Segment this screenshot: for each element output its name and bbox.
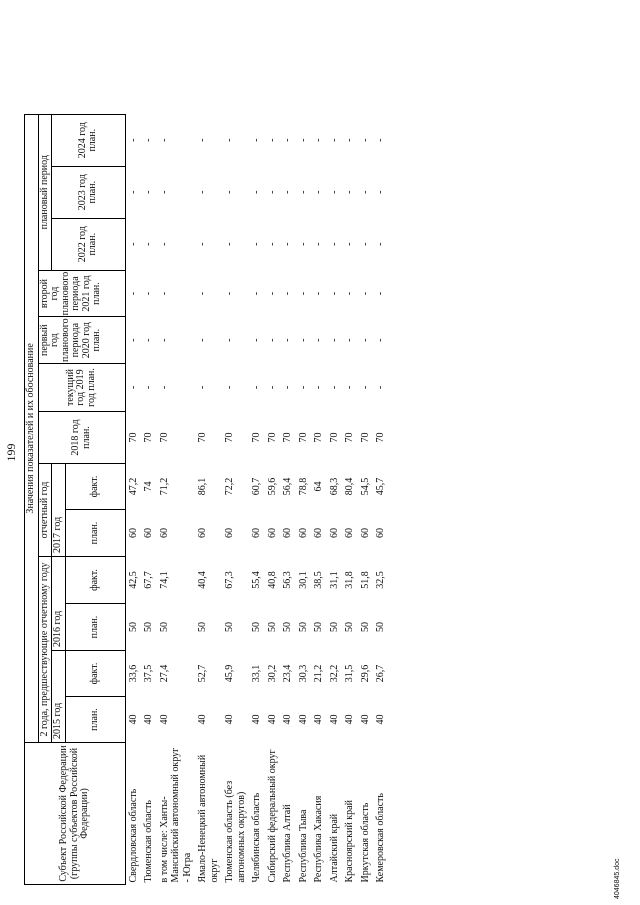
- region-name: Кемеровская область: [375, 793, 386, 883]
- region-name: Челябинская область: [251, 792, 262, 883]
- value-cell: -: [297, 291, 309, 296]
- header-2016: 2016 год: [52, 557, 66, 651]
- value-cell: 80,4: [344, 477, 355, 496]
- value-cell: 52,7: [197, 664, 208, 683]
- region-name: Тюменская область: [143, 800, 154, 883]
- value-cell: 70: [251, 432, 262, 443]
- value-cell: 55,4: [251, 571, 262, 589]
- value-cell: 70: [313, 432, 324, 443]
- value-cell: -: [297, 138, 309, 142]
- region-name: в том числе: Ханты-Мансийский автономный округ - Югра: [158, 747, 193, 883]
- value-cell: 74,1: [158, 571, 170, 589]
- value-cell: 50: [313, 622, 324, 632]
- region-name: Республика Хакасия: [313, 795, 324, 883]
- value-cell: 26,7: [375, 664, 386, 683]
- value-cell: 50: [158, 622, 170, 632]
- value-cell: 70: [375, 432, 386, 443]
- value-cell: 59,6: [266, 477, 278, 496]
- value-cell: 33,1: [251, 664, 262, 683]
- value-cell: -: [313, 242, 324, 246]
- value-cell: -: [224, 291, 235, 296]
- value-cell: -: [359, 291, 371, 296]
- value-cell: -: [251, 242, 262, 246]
- region-name: Тюменская область (без автономных округов): [224, 780, 247, 883]
- value-cell: 29,6: [359, 664, 371, 683]
- value-cell: -: [197, 138, 208, 142]
- value-cell: -: [375, 291, 386, 296]
- value-cell: -: [224, 242, 235, 246]
- value-cell: 45,9: [224, 664, 235, 683]
- value-cell: 60: [297, 528, 309, 538]
- value-cell: -: [297, 190, 309, 194]
- value-cell: 70: [127, 432, 139, 443]
- value-cell: 31,5: [344, 664, 355, 683]
- value-cell: 50: [282, 622, 293, 632]
- value-cell: 60: [224, 528, 235, 538]
- value-cell: -: [251, 338, 262, 342]
- value-cell: 60,7: [251, 477, 262, 496]
- value-cell: 50: [375, 622, 386, 632]
- value-cell: 50: [143, 622, 154, 632]
- header-fact: факт.: [65, 651, 125, 697]
- value-cell: -: [328, 242, 340, 246]
- value-cell: 40: [224, 714, 235, 725]
- value-cell: 70: [158, 432, 170, 443]
- value-cell: -: [251, 385, 262, 390]
- value-cell: 51,8: [359, 571, 371, 589]
- value-cell: -: [266, 138, 278, 142]
- value-cell: -: [251, 138, 262, 142]
- header-2018: 2018 год план.: [38, 412, 125, 464]
- value-cell: 40: [297, 714, 309, 725]
- header-current-year: текущий год 2019 год план.: [38, 364, 125, 412]
- value-cell: 40: [313, 714, 324, 725]
- value-cell: -: [313, 190, 324, 194]
- value-cell: -: [224, 338, 235, 342]
- table-row: [358, 114, 374, 884]
- value-cell: 70: [328, 432, 340, 443]
- value-cell: -: [282, 291, 293, 296]
- value-cell: -: [127, 242, 139, 246]
- value-cell: 64: [313, 481, 324, 492]
- value-cell: -: [266, 338, 278, 342]
- value-cell: 40: [328, 714, 340, 725]
- table-row: [157, 114, 196, 884]
- table-row: [222, 114, 249, 884]
- value-cell: 60: [313, 528, 324, 538]
- value-cell: -: [297, 242, 309, 246]
- value-cell: -: [266, 385, 278, 390]
- value-cell: 70: [266, 432, 278, 443]
- value-cell: 60: [251, 528, 262, 538]
- value-cell: -: [143, 338, 154, 342]
- value-cell: 31,8: [344, 571, 355, 589]
- table-row: [296, 114, 312, 884]
- value-cell: 54,5: [359, 477, 371, 496]
- value-cell: -: [282, 242, 293, 246]
- value-cell: -: [375, 190, 386, 194]
- value-cell: -: [282, 190, 293, 194]
- value-cell: 40,8: [266, 571, 278, 589]
- value-cell: -: [344, 190, 355, 194]
- value-cell: 60: [143, 528, 154, 538]
- value-cell: 40: [266, 714, 278, 725]
- table-row: [280, 114, 296, 884]
- header-plan: план.: [65, 604, 125, 651]
- table-row: [125, 114, 141, 884]
- region-name: Республика Тыва: [297, 809, 309, 883]
- value-cell: -: [266, 190, 278, 194]
- value-cell: 40: [251, 714, 262, 725]
- value-cell: -: [158, 338, 170, 342]
- value-cell: 50: [224, 622, 235, 632]
- value-cell: -: [328, 385, 340, 390]
- value-cell: 38,5: [313, 571, 324, 589]
- value-cell: 70: [143, 432, 154, 443]
- value-cell: 50: [266, 622, 278, 632]
- value-cell: 23,4: [282, 664, 293, 683]
- value-cell: 47,2: [127, 477, 139, 496]
- value-cell: -: [251, 291, 262, 296]
- header-2017: 2017 год: [52, 464, 66, 557]
- header-plan-period: плановый период: [38, 114, 52, 270]
- table-row: [327, 114, 343, 884]
- value-cell: 40: [158, 714, 170, 725]
- value-cell: -: [375, 242, 386, 246]
- table-row: [141, 114, 157, 884]
- value-cell: 40: [143, 714, 154, 725]
- value-cell: 72,2: [224, 477, 235, 496]
- value-cell: -: [158, 190, 170, 194]
- value-cell: -: [143, 138, 154, 142]
- region-name: Алтайский край: [328, 813, 340, 883]
- value-cell: -: [344, 138, 355, 142]
- header-values-title: Значения показателей и их обоснование: [25, 114, 39, 742]
- value-cell: -: [375, 385, 386, 390]
- table-row: [265, 114, 281, 884]
- value-cell: -: [224, 385, 235, 390]
- value-cell: 74: [143, 481, 154, 492]
- value-cell: -: [197, 385, 208, 390]
- table-row: [342, 114, 358, 884]
- value-cell: 21,2: [313, 664, 324, 683]
- value-cell: 50: [127, 622, 139, 632]
- header-fact: факт.: [65, 464, 125, 510]
- value-cell: 30,3: [297, 664, 309, 683]
- value-cell: -: [359, 385, 371, 390]
- table-row: [373, 114, 389, 884]
- value-cell: 60: [375, 528, 386, 538]
- region-name: Красноярский край: [344, 800, 355, 883]
- value-cell: 60: [266, 528, 278, 538]
- value-cell: 86,1: [197, 477, 208, 496]
- value-cell: 50: [197, 622, 208, 632]
- value-cell: 27,4: [158, 664, 170, 683]
- region-name: Свердловская область: [127, 788, 139, 883]
- value-cell: 30,1: [297, 571, 309, 589]
- header-2023: 2023 год план.: [52, 166, 126, 218]
- value-cell: -: [359, 138, 371, 142]
- page-number: 199: [4, 443, 18, 462]
- value-cell: 60: [197, 528, 208, 538]
- value-cell: -: [158, 242, 170, 246]
- value-cell: -: [359, 190, 371, 194]
- value-cell: -: [328, 291, 340, 296]
- value-cell: 31,1: [328, 571, 340, 589]
- value-cell: 45,7: [375, 477, 386, 496]
- value-cell: 60: [282, 528, 293, 538]
- header-two-years: 2 года, предшествующие отчетному году: [38, 557, 52, 743]
- value-cell: -: [266, 242, 278, 246]
- value-cell: -: [197, 242, 208, 246]
- value-cell: 50: [251, 622, 262, 632]
- header-fact: факт.: [65, 557, 125, 604]
- table-body: [125, 114, 389, 884]
- value-cell: 70: [197, 432, 208, 443]
- value-cell: -: [313, 338, 324, 342]
- value-cell: 40: [282, 714, 293, 725]
- value-cell: 30,2: [266, 664, 278, 683]
- value-cell: 71,2: [158, 477, 170, 496]
- value-cell: 50: [344, 622, 355, 632]
- value-cell: -: [143, 385, 154, 390]
- value-cell: 67,7: [143, 571, 154, 589]
- value-cell: 60: [328, 528, 340, 538]
- table-row: [195, 114, 222, 884]
- value-cell: -: [251, 190, 262, 194]
- value-cell: -: [224, 190, 235, 194]
- value-cell: -: [297, 385, 309, 390]
- value-cell: -: [127, 338, 139, 342]
- header-2022: 2022 год план.: [52, 218, 126, 270]
- value-cell: 60: [127, 528, 139, 538]
- value-cell: -: [197, 338, 208, 342]
- indicator-table: [24, 114, 389, 885]
- value-cell: -: [197, 190, 208, 194]
- value-cell: 42,5: [127, 571, 139, 589]
- region-name: Иркутская область: [359, 802, 371, 883]
- value-cell: 70: [359, 432, 371, 443]
- value-cell: 37,5: [143, 664, 154, 683]
- header-2024: 2024 год план.: [52, 114, 126, 166]
- value-cell: -: [313, 138, 324, 142]
- value-cell: 60: [158, 528, 170, 538]
- value-cell: 67,3: [224, 571, 235, 589]
- value-cell: -: [313, 291, 324, 296]
- value-cell: -: [127, 291, 139, 296]
- value-cell: 32,5: [375, 571, 386, 589]
- table-row: [311, 114, 327, 884]
- value-cell: -: [359, 338, 371, 342]
- value-cell: 78,8: [297, 477, 309, 496]
- value-cell: 56,3: [282, 571, 293, 589]
- value-cell: 50: [328, 622, 340, 632]
- value-cell: 40: [359, 714, 371, 725]
- value-cell: 70: [224, 432, 235, 443]
- value-cell: -: [127, 190, 139, 194]
- value-cell: 50: [297, 622, 309, 632]
- value-cell: 68,3: [328, 477, 340, 496]
- value-cell: 70: [344, 432, 355, 443]
- value-cell: 70: [297, 432, 309, 443]
- value-cell: -: [344, 291, 355, 296]
- region-name: Сибирский федеральный округ: [266, 749, 278, 883]
- header-first-plan-year: первый год планового периода 2020 год план.: [38, 317, 125, 364]
- value-cell: 40: [344, 714, 355, 725]
- value-cell: -: [344, 338, 355, 342]
- value-cell: 40: [127, 714, 139, 725]
- value-cell: -: [359, 242, 371, 246]
- value-cell: 50: [359, 622, 371, 632]
- value-cell: -: [375, 138, 386, 142]
- header-2015: 2015 год: [52, 651, 66, 743]
- value-cell: -: [224, 138, 235, 142]
- header-subject: Субъект Российской Федерации (группы субъектов Российской Федерации): [25, 743, 126, 885]
- value-cell: -: [127, 138, 139, 142]
- value-cell: -: [344, 385, 355, 390]
- value-cell: -: [328, 338, 340, 342]
- value-cell: 32,2: [328, 664, 340, 683]
- value-cell: -: [328, 138, 340, 142]
- header-second-plan-year: второй год планового периода 2021 год план.: [38, 270, 125, 317]
- value-cell: -: [143, 291, 154, 296]
- value-cell: -: [143, 242, 154, 246]
- value-cell: -: [266, 291, 278, 296]
- region-name: Ямало-Ненецкий автономный округ: [197, 754, 220, 883]
- value-cell: 56,4: [282, 477, 293, 496]
- value-cell: -: [282, 385, 293, 390]
- header-plan: план.: [65, 510, 125, 557]
- value-cell: 60: [344, 528, 355, 538]
- value-cell: -: [297, 338, 309, 342]
- value-cell: -: [158, 291, 170, 296]
- value-cell: -: [158, 385, 170, 390]
- value-cell: -: [127, 385, 139, 390]
- header-plan: план.: [65, 697, 125, 743]
- value-cell: -: [344, 242, 355, 246]
- document-filename: 4046845.doc: [614, 858, 621, 899]
- value-cell: 40: [197, 714, 208, 725]
- value-cell: -: [158, 138, 170, 142]
- value-cell: 60: [359, 528, 371, 538]
- value-cell: -: [313, 385, 324, 390]
- value-cell: 70: [282, 432, 293, 443]
- region-name: Республика Алтай: [282, 804, 293, 883]
- value-cell: -: [143, 190, 154, 194]
- value-cell: -: [282, 338, 293, 342]
- value-cell: -: [197, 291, 208, 296]
- value-cell: 33,6: [127, 664, 139, 683]
- value-cell: 40,4: [197, 571, 208, 589]
- value-cell: -: [375, 338, 386, 342]
- value-cell: -: [282, 138, 293, 142]
- value-cell: -: [328, 190, 340, 194]
- table-row: [249, 114, 265, 884]
- value-cell: 40: [375, 714, 386, 725]
- header-report-year: отчетный год: [38, 464, 52, 557]
